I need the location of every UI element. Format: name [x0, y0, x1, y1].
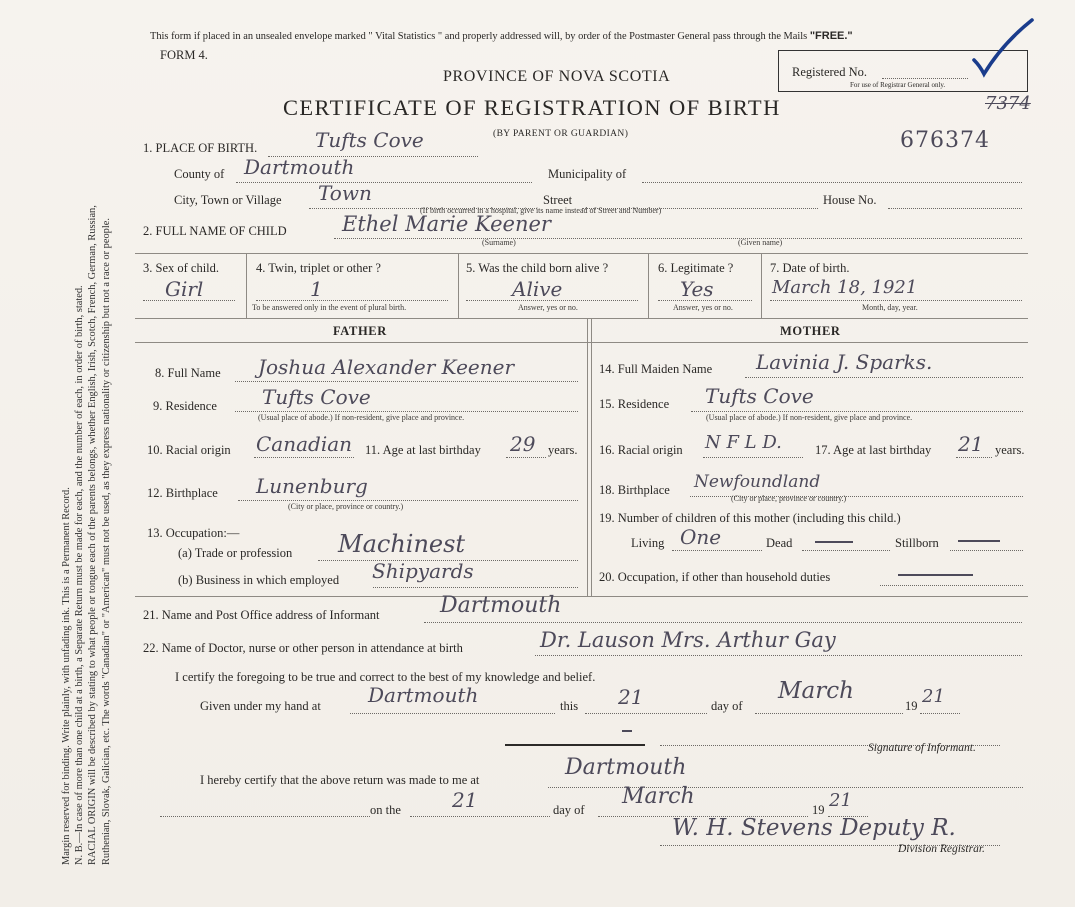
mail-note-text: This form if placed in an unsealed envelope marked " Vital Statistics " and properly addressed will, by order of the Postmaster General pass through the Mails: [150, 31, 810, 42]
mother-occupation-line: [880, 585, 1023, 586]
father-residence-note: (Usual place of abode.) If non-resident, give place and province.: [258, 413, 465, 422]
mother-racial-value: N F L D.: [705, 432, 782, 453]
father-birthplace-note: (City or place, province or country.): [288, 502, 404, 511]
sign-mark: [622, 730, 632, 732]
business-line: [373, 587, 578, 588]
father-heading: FATHER: [333, 324, 387, 338]
hospital-note: (If birth occurred in a hospital, give its name instead of Street and Number): [420, 206, 662, 215]
father-racial-value: Canadian: [256, 432, 353, 456]
mother-name-value: Lavinia J. Sparks.: [756, 350, 933, 374]
free-label: "FREE.": [809, 30, 853, 42]
informant-label: 21. Name and Post Office address of Informant: [143, 608, 380, 622]
informant-sign-line: [505, 744, 645, 746]
given-place-value: Dartmouth: [368, 683, 479, 707]
month-value: March: [778, 678, 854, 704]
mother-age-value: 21: [958, 432, 984, 456]
trade-label: (a) Trade or profession: [178, 546, 293, 560]
house-number-label: House No.: [823, 193, 877, 207]
twin-value: 1: [310, 277, 323, 301]
parents-bottom-rule: [135, 596, 1028, 597]
occupation-label: 13. Occupation:—: [147, 526, 240, 540]
father-name-label: 8. Full Name: [155, 366, 221, 380]
heading-rule: [135, 342, 1028, 343]
place-of-birth-value: Tufts Cove: [315, 128, 424, 152]
form-number: FORM 4.: [160, 48, 208, 62]
side-notes: [60, 25, 113, 865]
trade-value: Machinest: [338, 530, 466, 558]
registrar-year-print: 19: [812, 803, 825, 817]
father-age-value: 29: [510, 432, 536, 456]
this-value: 21: [618, 685, 644, 709]
registrar-signature-value: W. H. Stevens Deputy R.: [672, 815, 956, 841]
father-name-value: Joshua Alexander Keener: [258, 355, 515, 379]
legitimate-line: [658, 300, 752, 301]
registrar-year-value: 21: [829, 790, 852, 811]
child-name-value: Ethel Marie Keener: [342, 212, 551, 236]
father-residence-label: 9. Residence: [153, 399, 217, 413]
parent-divider: [587, 318, 588, 596]
dead-line: [802, 550, 890, 551]
col-rule: [458, 253, 459, 318]
informant-line: [424, 622, 1022, 623]
year-value: 21: [922, 686, 945, 707]
mail-note: [150, 30, 853, 42]
date-of-birth-value: March 18, 1921: [772, 277, 918, 298]
father-birthplace-label: 12. Birthplace: [147, 486, 218, 500]
father-birthplace-value: Lunenburg: [256, 474, 368, 498]
side-note-line: N. B.—In case of more than one child at a birth, a Separate Return must be made for each, and the number of each, in order of birth, stated.: [74, 285, 86, 865]
mother-age-line: [956, 457, 992, 458]
date-of-birth-label: 7. Date of birth.: [770, 261, 850, 275]
given-name-note: (Given name): [738, 238, 783, 247]
stillborn-dash: [958, 540, 1000, 542]
mother-name-line: [745, 377, 1023, 378]
father-years: years.: [548, 443, 578, 457]
alive-value: Alive: [512, 277, 563, 301]
father-residence-line: [235, 411, 578, 412]
mother-birthplace-note: (City or place, province or country.): [731, 494, 847, 503]
living-line: [672, 550, 762, 551]
alive-line: [466, 300, 638, 301]
living-label: Living: [631, 536, 665, 550]
struck-number: 7374: [985, 93, 1031, 114]
legitimate-label: 6. Legitimate ?: [658, 261, 734, 275]
registrar-day-line: [410, 816, 550, 817]
col-rule: [648, 253, 649, 318]
sex-line: [143, 300, 235, 301]
house-line: [888, 208, 1022, 209]
sex-value: Girl: [165, 277, 204, 301]
date-note: Month, day, year.: [862, 303, 918, 312]
municipality-line: [642, 182, 1022, 183]
city-label: City, Town or Village: [174, 193, 282, 207]
county-value: Dartmouth: [244, 155, 355, 179]
mother-racial-line: [703, 457, 803, 458]
county-line: [236, 182, 532, 183]
dead-label: Dead: [766, 536, 793, 550]
mother-residence-note: (Usual place of abode.) If non-resident, give place and province.: [706, 413, 913, 422]
county-label: County of: [174, 167, 225, 181]
father-name-line: [235, 381, 578, 382]
father-age-label: 11. Age at last birthday: [365, 443, 481, 457]
registrar-certify: I hereby certify that the above return was made to me at: [200, 773, 480, 787]
stillborn-line: [950, 550, 1023, 551]
mother-name-label: 14. Full Maiden Name: [599, 362, 713, 376]
check-mark-icon: [968, 16, 1038, 86]
father-birthplace-line: [238, 500, 578, 501]
twin-note: To be answered only in the event of plural birth.: [252, 303, 407, 312]
informant-signature-label: Signature of Informant.: [868, 742, 976, 754]
side-note-line: RACIAL ORIGIN will be described by stating to what people or tongue each of the parents belongs, whether English, Irish, Scotch, French, German, Russian,: [87, 205, 99, 865]
father-racial-label: 10. Racial origin: [147, 443, 231, 457]
col-rule: [761, 253, 762, 318]
legitimate-note: Answer, yes or no.: [673, 303, 733, 312]
informant-value: Dartmouth: [440, 593, 562, 618]
date-line: [770, 300, 1022, 301]
given-place-line: [350, 713, 555, 714]
children-label: 19. Number of children of this mother (including this child.): [599, 511, 901, 525]
city-value: Town: [318, 181, 372, 205]
registrar-place-line: [548, 787, 1023, 788]
side-note-line: Margin reserved for binding. Write plainly, with unfading ink. This is a Permanent Record.: [61, 487, 72, 865]
registered-note: For use of Registrar General only.: [850, 81, 946, 89]
business-value: Shipyards: [372, 559, 474, 583]
mother-birthplace-label: 18. Birthplace: [599, 483, 670, 497]
twin-line: [256, 300, 448, 301]
surname-note: (Surname): [482, 238, 516, 247]
year-print: 19: [905, 699, 918, 713]
father-racial-line: [254, 457, 354, 458]
day-of-label: day of: [711, 699, 743, 713]
alive-note: Answer, yes or no.: [518, 303, 578, 312]
registrar-lead-line: [160, 816, 370, 817]
parent-divider: [591, 318, 592, 596]
mother-occupation-dash: [898, 574, 973, 576]
father-age-line: [506, 457, 546, 458]
this-label: this: [560, 699, 579, 713]
certify-text: I certify the foregoing to be true and correct to the best of my knowledge and belief.: [175, 670, 596, 684]
this-line: [585, 713, 707, 714]
doctor-line: [535, 655, 1022, 656]
certificate-subtitle: (BY PARENT OR GUARDIAN): [493, 129, 629, 139]
mother-residence-value: Tufts Cove: [705, 384, 814, 408]
municipality-label: Municipality of: [548, 167, 627, 181]
registrar-month-value: March: [622, 784, 695, 809]
mother-birthplace-value: Newfoundland: [694, 472, 821, 492]
father-residence-value: Tufts Cove: [262, 385, 371, 409]
dead-dash: [815, 541, 853, 543]
twin-label: 4. Twin, triplet or other ?: [256, 261, 381, 275]
doctor-label: 22. Name of Doctor, nurse or other person in attendance at birth: [143, 641, 463, 655]
child-name-label: 2. FULL NAME OF CHILD: [143, 224, 287, 238]
registrar-day-value: 21: [452, 788, 478, 812]
street-label: Street: [543, 193, 573, 207]
row-bottom-rule: [135, 318, 1028, 319]
sex-label: 3. Sex of child.: [143, 261, 220, 275]
stillborn-label: Stillborn: [895, 536, 939, 550]
given-label: Given under my hand at: [200, 699, 321, 713]
mother-residence-label: 15. Residence: [599, 397, 670, 411]
registered-line: [882, 78, 968, 79]
certificate-title: CERTIFICATE OF REGISTRATION OF BIRTH: [283, 95, 781, 120]
mother-heading: MOTHER: [780, 324, 841, 338]
alive-label: 5. Was the child born alive ?: [466, 261, 609, 275]
col-rule: [246, 253, 247, 318]
mother-residence-line: [691, 411, 1023, 412]
registration-number: 676374: [900, 128, 990, 153]
row-top-rule: [135, 253, 1028, 254]
on-the-label: on the: [370, 803, 401, 817]
division-registrar-label: Division Registrar.: [898, 843, 985, 855]
mother-years: years.: [995, 443, 1025, 457]
month-line: [755, 713, 903, 714]
mother-occupation-label: 20. Occupation, if other than household duties: [599, 570, 831, 584]
legitimate-value: Yes: [680, 277, 714, 301]
year-line: [920, 713, 960, 714]
registrar-day-of: day of: [553, 803, 585, 817]
side-note-line: Ruthenian, Slovak, Galician, etc. The words "Canadian" or "American" must not be used, as they express nationality or citizenship but not a race or people.: [100, 218, 112, 865]
living-value: One: [680, 525, 722, 549]
child-name-line: [334, 238, 1022, 239]
doctor-value: Dr. Lauson Mrs. Arthur Gay: [540, 628, 836, 652]
business-label: (b) Business in which employed: [178, 573, 340, 587]
province-heading: PROVINCE OF NOVA SCOTIA: [443, 68, 671, 85]
mother-racial-label: 16. Racial origin: [599, 443, 683, 457]
place-of-birth-label: 1. PLACE OF BIRTH.: [143, 141, 258, 155]
registrar-place-value: Dartmouth: [565, 755, 687, 780]
registered-label: Registered No.: [792, 65, 867, 79]
mother-age-label: 17. Age at last birthday: [815, 443, 932, 457]
